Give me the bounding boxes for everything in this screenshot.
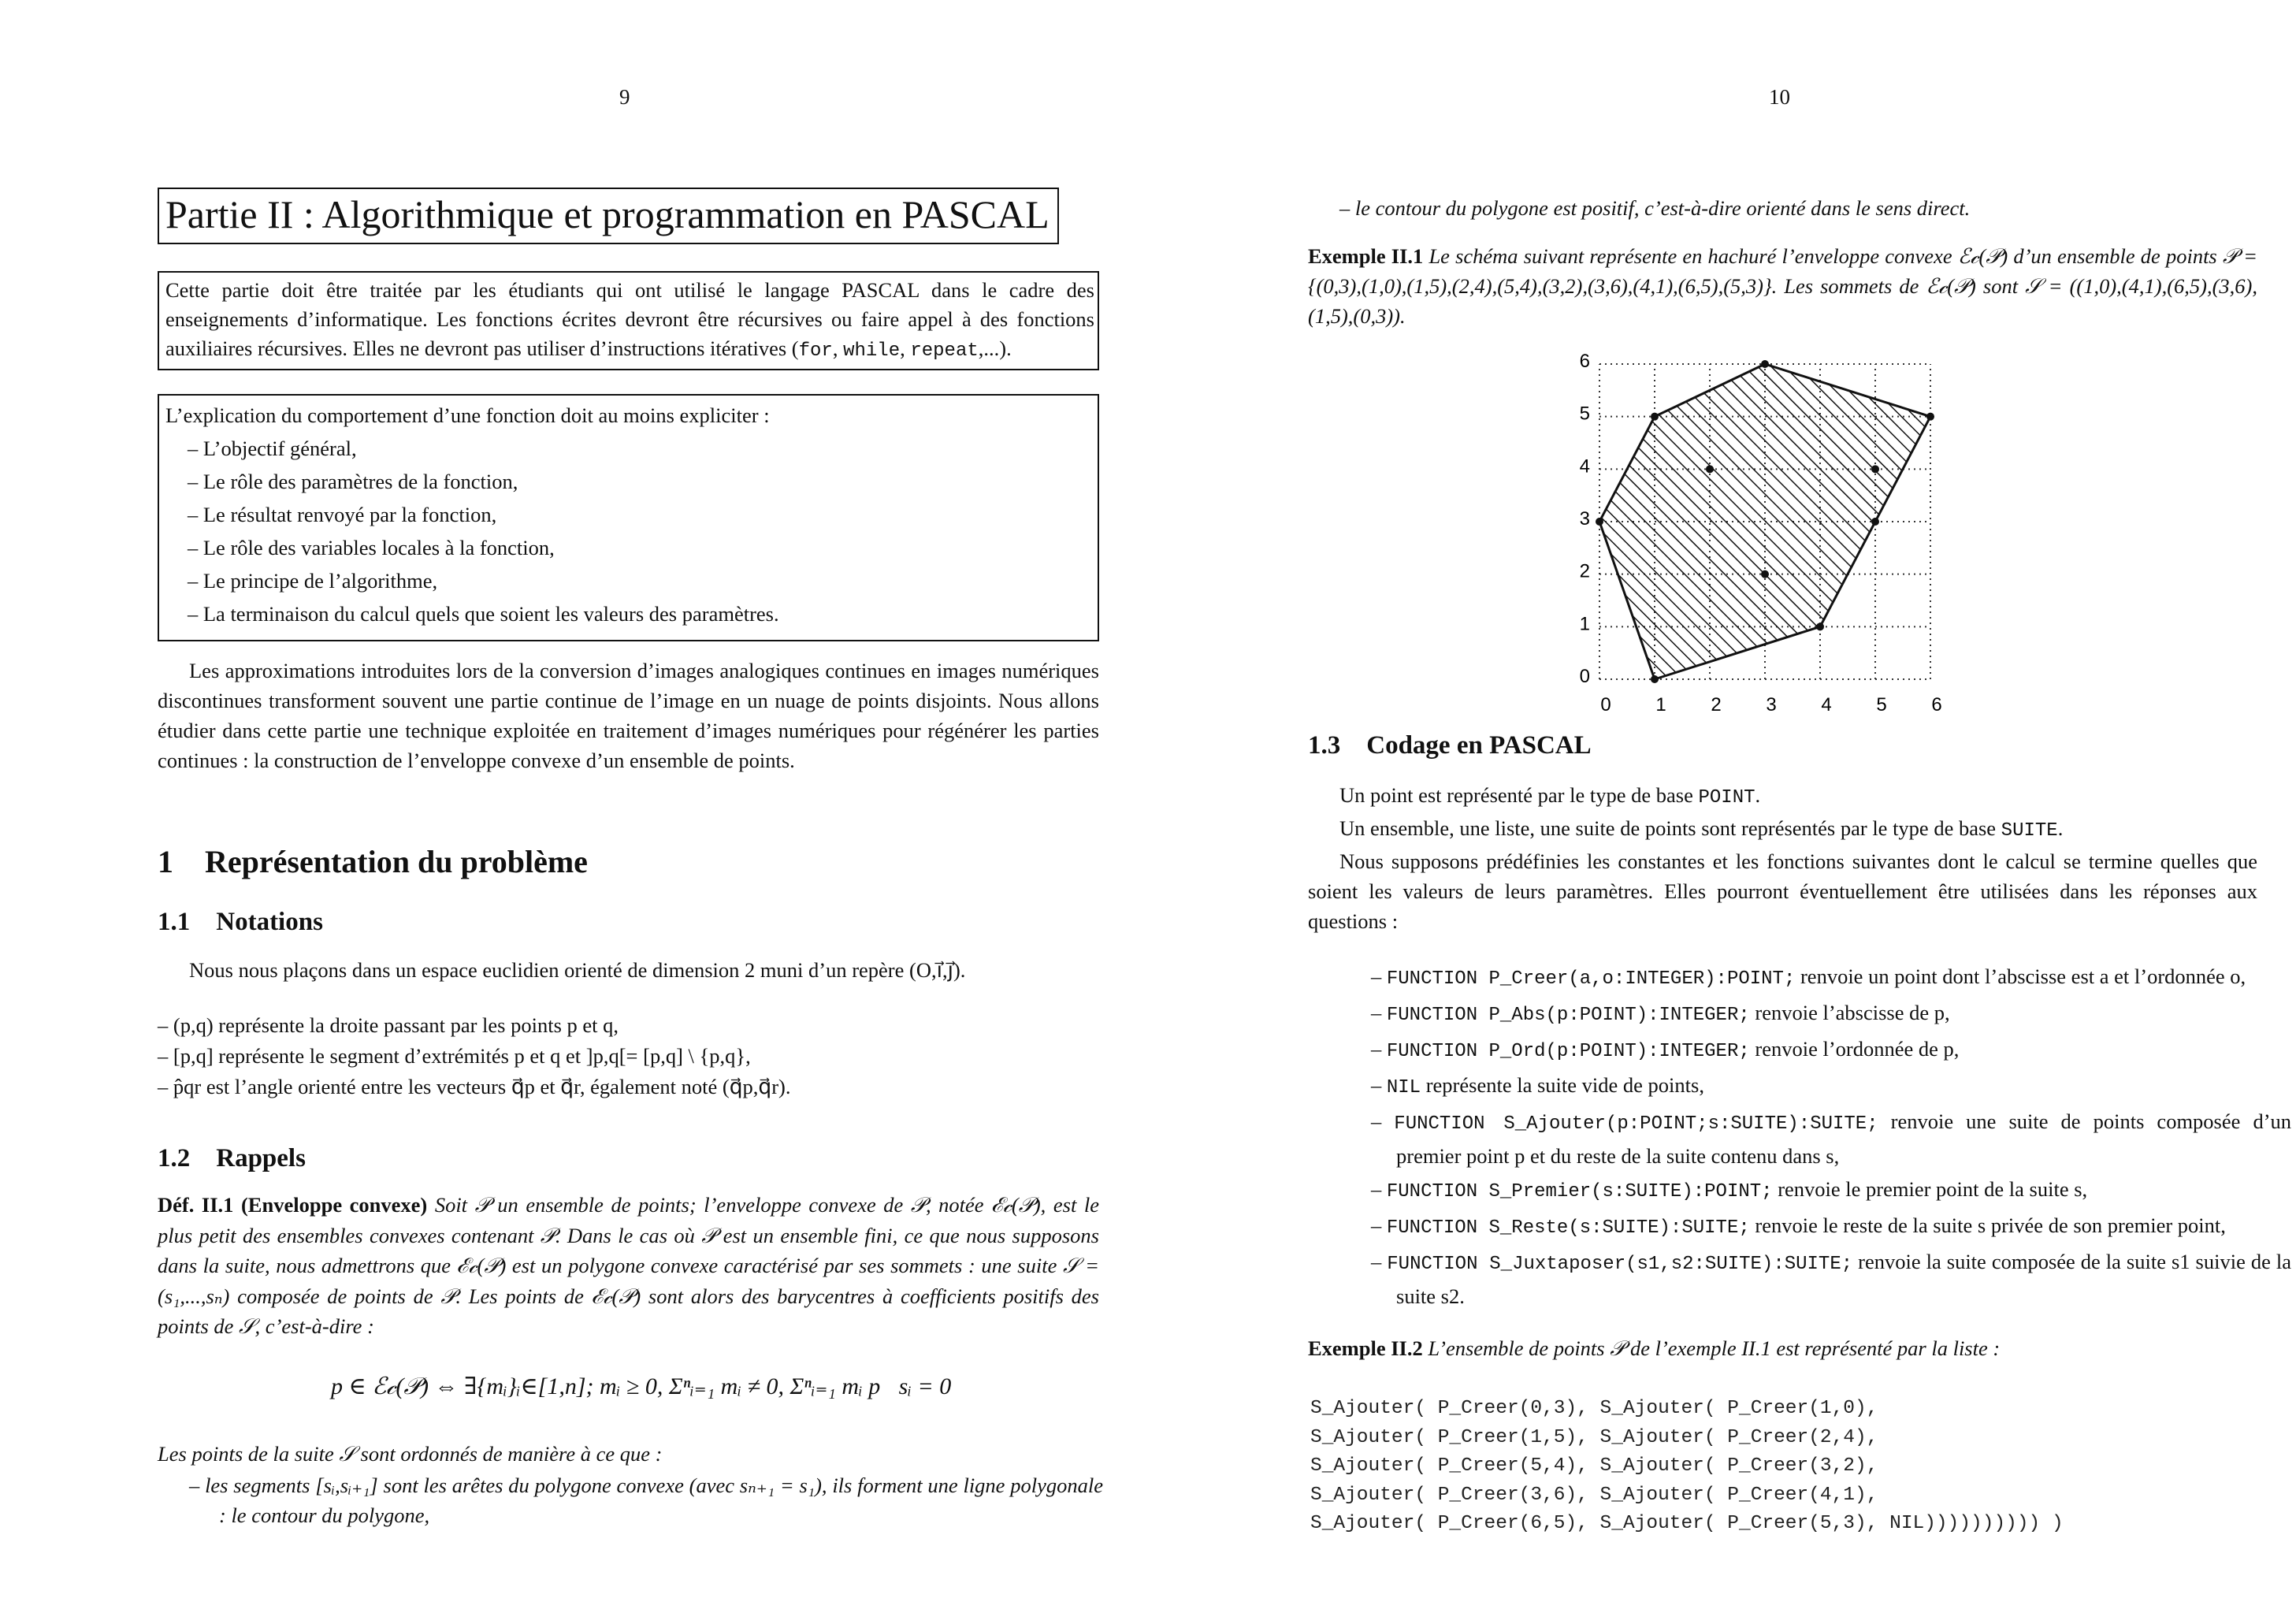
x-tick-label: 1 bbox=[1655, 694, 1666, 715]
x-tick-label: 0 bbox=[1600, 694, 1611, 715]
intro-paragraph: Les approximations introduites lors de la conversion d’images analogiques continues en images numériques discontinues transforment souvent une partie continue de l’image en un nuage de points disjoints. Nous allons étudier dans cette partie une technique exploitée en traitement d’images numériques pour régénérer les parties continues : la construction de l’enveloppe convexe d’un ensemble de points. bbox=[158, 659, 1099, 772]
section-1-1-heading: 1.1 Notations bbox=[158, 908, 323, 936]
y-tick-label: 5 bbox=[1579, 403, 1590, 425]
code-line: S_Ajouter( P_Creer(1,5), S_Ajouter( P_Creer(2,4), bbox=[1310, 1426, 1878, 1448]
example-1 bbox=[1308, 241, 2257, 331]
code-line: S_Ajouter( P_Creer(3,6), S_Ajouter( P_Creer(4,1), bbox=[1310, 1484, 1878, 1506]
example-1-text: Le schéma suivant représente en hachuré l’enveloppe convexe ℰ𝒸(𝒫) d’un ensemble de points 𝒫 = {(0,3),(1,0),(1,5),(2,4),(5,4),(3,2),(3,6),(4,1),(6,5),(5,3)}. Les sommets de ℰ𝒸(𝒫) sont 𝒮 = ((1,0),(4,1),(6,5),(3,6),(1,5),(0,3)). bbox=[1308, 244, 2258, 328]
example-2 bbox=[1308, 1333, 2257, 1363]
function-signature: FUNCTION S_Ajouter(p:POINT;s:SUITE):SUITE; bbox=[1394, 1113, 1878, 1135]
list-item: – Le rôle des variables locales à la fonction, bbox=[188, 531, 1094, 564]
order-intro: Les points de la suite 𝒮 sont ordonnés de manière à ce que : bbox=[158, 1442, 663, 1466]
instructions-text: Cette partie doit être traitée par les étudiants qui ont utilisé le langage PASCAL dans le cadre des enseignements d’informatique. Les fonctions écrites devront être récursives ou faire appel à des fonctions auxiliaires récursives. Elles ne devront pas utiliser d’instructions itératives ( bbox=[165, 278, 1094, 360]
type-suite: SUITE bbox=[2001, 820, 2058, 842]
type-point: POINT bbox=[1698, 787, 1755, 808]
list-item: – p̂qr est l’angle orienté entre les vecteurs q⃗p et q⃗r, également noté (q⃗p,q⃗r). bbox=[158, 1072, 1099, 1102]
order-list bbox=[189, 1470, 1103, 1530]
data-point bbox=[1871, 518, 1879, 526]
x-tick-label: 6 bbox=[1931, 694, 1942, 715]
data-point bbox=[1761, 360, 1769, 368]
coding-suite-line: Un ensemble, une liste, une suite de points sont représentés par le type de base SUITE. bbox=[1339, 816, 2064, 842]
coding-point-line: Un point est représenté par le type de base POINT. bbox=[1339, 783, 1761, 808]
y-tick-label: 4 bbox=[1579, 455, 1590, 478]
page-number-right: 10 bbox=[1769, 85, 1790, 109]
x-tick-label: 2 bbox=[1711, 694, 1722, 715]
function-item bbox=[1371, 1069, 2291, 1104]
list-item: – [p,q] représente le segment d’extrémités p et q et ]p,q[= [p,q] \ {p,q}, bbox=[158, 1041, 1099, 1072]
function-item bbox=[1371, 961, 2291, 995]
y-tick-label: 2 bbox=[1579, 560, 1590, 582]
data-point bbox=[1596, 518, 1603, 526]
example-2-text: L’ensemble de points 𝒫 de l’exemple II.1 est représenté par la liste : bbox=[1428, 1336, 2001, 1360]
y-tick-label: 6 bbox=[1579, 351, 1590, 372]
function-list bbox=[1339, 961, 2291, 1314]
data-point bbox=[1651, 413, 1659, 421]
order-list-continued bbox=[1339, 193, 2253, 223]
list-item: – La terminaison du calcul quels que soient les valeurs des paramètres. bbox=[188, 597, 1094, 630]
definition bbox=[158, 1190, 1099, 1342]
list-item: – Le résultat renvoyé par la fonction, bbox=[188, 498, 1094, 531]
explanation-list bbox=[165, 432, 1094, 630]
code-repeat: repeat bbox=[910, 340, 979, 362]
code-line: S_Ajouter( P_Creer(5,4), S_Ajouter( P_Creer(3,2), bbox=[1310, 1455, 1878, 1477]
code-for: for bbox=[798, 340, 833, 362]
section-1-2-heading: 1.2 Rappels bbox=[158, 1144, 306, 1172]
instructions-end: ,...). bbox=[978, 336, 1012, 360]
function-description: renvoie l’abscisse de p, bbox=[1749, 1000, 1950, 1024]
function-description: renvoie l’ordonnée de p, bbox=[1749, 1036, 1960, 1061]
data-point bbox=[1816, 622, 1824, 630]
function-signature: FUNCTION P_Abs(p:POINT):INTEGER; bbox=[1386, 1004, 1750, 1026]
function-item bbox=[1371, 1173, 2291, 1208]
y-tick-label: 1 bbox=[1579, 613, 1590, 635]
function-item bbox=[1371, 1210, 2291, 1244]
list-item: – Le rôle des paramètres de la fonction, bbox=[188, 465, 1094, 498]
function-signature: FUNCTION S_Reste(s:SUITE):SUITE; bbox=[1386, 1217, 1750, 1239]
coding-paragraphs bbox=[1308, 780, 2257, 936]
coding-functions-intro: Nous supposons prédéfinies les constantes et les fonctions suivantes dont le calcul se termine quelles que soient les valeurs de leurs paramètres. Elles pourront éventuellement être utilisées dans les réponses aux questions : bbox=[1308, 849, 2257, 933]
x-tick-label: 3 bbox=[1766, 694, 1777, 715]
data-point bbox=[1926, 413, 1934, 421]
function-description: renvoie une suite de points composée d’un premier point p et du reste de la suite contenu dans s, bbox=[1396, 1109, 2292, 1168]
code-line: S_Ajouter( P_Creer(6,5), S_Ajouter( P_Creer(5,3), NIL)))))))))) ) bbox=[1310, 1513, 2064, 1534]
coding-suite-text: Un ensemble, une liste, une suite de points sont représentés par le type de base bbox=[1339, 816, 2001, 840]
code-while: while bbox=[843, 340, 901, 362]
function-description: renvoie un point dont l’abscisse est a et l’ordonnée o, bbox=[1795, 964, 2246, 988]
function-signature: FUNCTION P_Creer(a,o:INTEGER):POINT; bbox=[1386, 968, 1796, 990]
function-item bbox=[1371, 1246, 2291, 1312]
function-item bbox=[1371, 1033, 2291, 1068]
function-item bbox=[1371, 1106, 2291, 1172]
convex-hull-chart bbox=[1568, 325, 1978, 719]
function-description: renvoie la suite composée de la suite s1 suivie de la suite s2. bbox=[1396, 1249, 2292, 1308]
x-tick-label: 5 bbox=[1876, 694, 1887, 715]
code-line: S_Ajouter( P_Creer(0,3), S_Ajouter( P_Creer(1,0), bbox=[1310, 1398, 1878, 1419]
list-item: – (p,q) représente la droite passant par les points p et q, bbox=[158, 1010, 1099, 1041]
explanation-intro: L’explication du comportement d’une fonction doit au moins expliciter : bbox=[165, 403, 770, 427]
function-signature: NIL bbox=[1386, 1076, 1421, 1098]
list-item: – L’objectif général, bbox=[188, 432, 1094, 465]
section-1-heading: 1 Représentation du problème bbox=[158, 844, 588, 879]
function-signature: FUNCTION S_Juxtaposer(s1,s2:SUITE):SUITE; bbox=[1387, 1253, 1853, 1275]
example-2-label: Exemple II.2 bbox=[1308, 1336, 1423, 1360]
x-tick-label: 4 bbox=[1821, 694, 1832, 715]
function-description: renvoie le reste de la suite s privée de son premier point, bbox=[1749, 1213, 2226, 1237]
section-1-3-heading: 1.3 Codage en PASCAL bbox=[1308, 731, 1592, 760]
barycenter-formula: p ∈ ℰ𝒸(𝒫) ⇔ ∃{mᵢ}ᵢ∈[1,n]; mᵢ ≥ 0, Σⁿᵢ₌₁ mᵢ ≠ 0, Σⁿᵢ₌₁ mᵢ p⃗sᵢ = 0⃗ bbox=[331, 1373, 970, 1399]
page-number-left: 9 bbox=[619, 85, 630, 109]
coding-point-text: Un point est représenté par le type de base bbox=[1339, 783, 1699, 807]
part-title: Partie II : Algorithmique et programmation en PASCAL bbox=[158, 188, 1059, 244]
data-point bbox=[1761, 570, 1769, 578]
notations-intro: Nous nous plaçons dans un espace euclidien orienté de dimension 2 muni d’un repère (O,i⃗,j⃗). bbox=[189, 958, 966, 982]
data-point bbox=[1706, 465, 1714, 473]
list-item: – les segments [sᵢ,sᵢ₊₁] sont les arêtes du polygone convexe (avec sₙ₊₁ = s₁), ils forment une ligne polygonale : le contour du polygone, bbox=[189, 1470, 1103, 1530]
example-1-label: Exemple II.1 bbox=[1308, 244, 1424, 268]
function-signature: FUNCTION P_Ord(p:POINT):INTEGER; bbox=[1386, 1040, 1750, 1062]
separator: , bbox=[900, 336, 911, 360]
instructions-box bbox=[158, 271, 1099, 370]
list-item: – le contour du polygone est positif, c’est-à-dire orienté dans le sens direct. bbox=[1339, 193, 2253, 223]
function-item bbox=[1371, 997, 2291, 1031]
y-tick-label: 0 bbox=[1579, 666, 1590, 687]
explanation-box bbox=[158, 394, 1099, 641]
separator: , bbox=[832, 336, 844, 360]
code-listing bbox=[1310, 1395, 2064, 1539]
function-description: renvoie le premier point de la suite s, bbox=[1772, 1176, 2088, 1201]
data-point bbox=[1871, 465, 1879, 473]
function-signature: FUNCTION S_Premier(s:SUITE):POINT; bbox=[1386, 1180, 1773, 1202]
definition-text: Soit 𝒫 un ensemble de points; l’enveloppe convexe de 𝒫, notée ℰ𝒸(𝒫), est le plus petit des ensembles convexes contenant 𝒫. Dans le cas où 𝒫 est un ensemble fini, ce que nous supposons dans la suite, nous admettrons que ℰ𝒸(𝒫) est un polygone convexe caractérisé par ses sommets : une suite 𝒮 = (s₁,...,sₙ) composée de points de 𝒫. Les points de ℰ𝒸(𝒫) sont alors des barycentres à coefficients positifs des points de 𝒮, c’est-à-dire : bbox=[158, 1193, 1099, 1338]
y-tick-label: 3 bbox=[1579, 508, 1590, 530]
list-item: – Le principe de l’algorithme, bbox=[188, 564, 1094, 597]
function-description: représente la suite vide de points, bbox=[1421, 1072, 1704, 1097]
definition-label: Déf. II.1 (Enveloppe convexe) bbox=[158, 1193, 428, 1217]
notations-list bbox=[158, 1010, 1099, 1102]
data-point bbox=[1651, 675, 1659, 683]
